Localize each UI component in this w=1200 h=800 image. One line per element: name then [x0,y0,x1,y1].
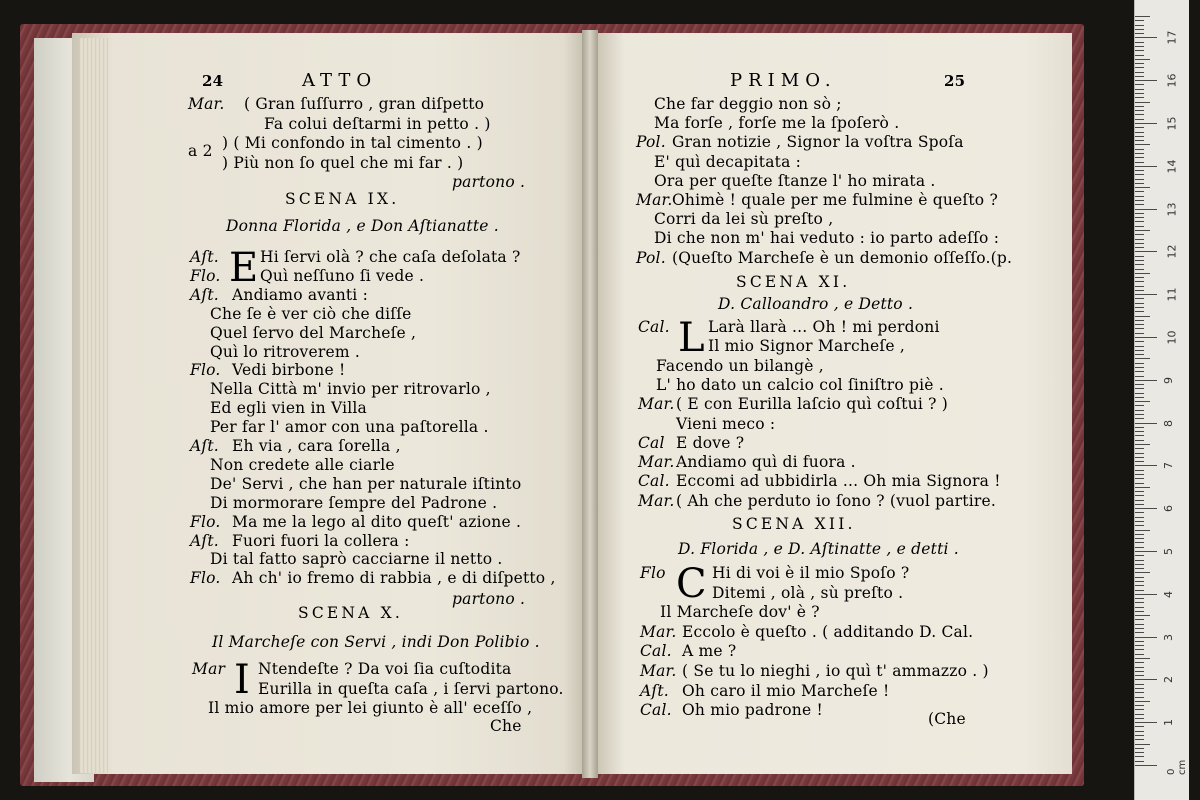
line-text: (Queſto Marcheſe è un demonio oſſeſſo.(p. [672,248,1013,267]
drop-cap: I [234,657,251,703]
line-text: Il mio Signor Marcheſe , [708,337,905,356]
ruler-tick [1135,243,1144,244]
ruler-tick [1135,132,1144,133]
ruler-tick [1135,530,1150,531]
ruler-tick [1135,568,1144,569]
ruler-label: 14 [1165,159,1179,174]
ruler-label: 17 [1165,30,1179,45]
ruler-tick [1135,551,1157,552]
ruler-tick [1135,380,1157,381]
line-speaker: Aſt. [190,248,219,266]
ruler-label: 7 [1162,462,1175,470]
ruler-tick [1135,170,1144,171]
ruler-tick [1135,114,1144,115]
line-text: Andiamo avanti : [232,285,369,304]
ruler-tick [1135,187,1150,188]
line-speaker: Mar. [638,453,675,472]
ruler-tick [1135,346,1144,347]
ruler-tick [1135,140,1144,141]
ruler-tick [1135,662,1144,663]
line-text: Gran notizie , Signor la voſtra Spoſa [672,133,964,152]
ruler-tick [1135,461,1144,462]
ruler-tick [1135,611,1144,612]
catchword: (Che [928,710,966,728]
ruler-tick [1135,59,1150,60]
ruler-tick [1135,671,1144,672]
line-speaker: Pol. [636,133,666,152]
line-text: Di mormorare ſempre del Padrone . [210,493,498,512]
ruler-tick [1135,423,1157,424]
catchword: Che [490,716,522,735]
ruler-tick [1135,247,1144,248]
line-text: Larà llarà ... Oh ! mi perdoni [708,318,940,336]
ruler-tick [1135,405,1144,406]
ruler-tick [1135,547,1144,548]
ruler-tick [1135,512,1144,513]
ruler-tick [1135,744,1150,745]
ruler-tick [1135,333,1144,334]
ruler-tick [1135,106,1144,107]
ruler-tick [1135,264,1144,265]
line-text: Eh via , cara ſorella , [232,437,401,455]
line-speaker: Cal. [638,318,670,336]
ruler-tick [1135,46,1144,47]
ruler-tick [1135,654,1144,655]
ruler-tick [1135,538,1144,539]
ruler-tick [1135,162,1144,163]
line-text: Ditemi , olà , sù preſto . [712,583,904,602]
ruler-tick [1135,123,1157,124]
ruler-tick [1135,174,1144,175]
line-text: Fa colui deſtarmi in petto . ) [264,114,491,133]
line-text: Eurilla in queſta caſa , i ſervi partono. [258,679,564,698]
ruler-tick [1135,97,1144,98]
line-speaker: Mar [192,660,226,678]
line-speaker: Flo. [190,361,221,380]
ruler-tick [1135,602,1144,603]
ruler-tick [1135,221,1144,222]
stage-direction: partono . [452,173,526,191]
ruler-tick [1135,328,1144,329]
line-text: ( Ah che perduto io ſono ? (vuol partire. [676,491,996,510]
line-speaker: Mar. [640,662,677,680]
line-speaker: Cal [638,433,665,452]
ruler-tick [1135,641,1144,642]
ruler-label: 6 [1162,505,1175,513]
line-text: Facendo un bilangè , [656,356,824,375]
ruler-tick [1135,491,1144,492]
ruler-tick [1135,500,1144,501]
ruler-label: 12 [1165,244,1179,259]
line-text: Quel ſervo del Marcheſe , [210,323,417,342]
ruler-tick [1135,564,1144,565]
line-text: E' quì decapitata : [654,152,802,171]
ruler-tick [1135,363,1144,364]
ruler-tick [1135,739,1144,740]
line-speaker: Cal. [640,642,672,661]
ruler-tick [1135,692,1144,693]
ruler-tick [1135,448,1144,449]
ruler-label: 11 [1165,287,1179,302]
line-text: Il Marcheſe dov' è ? [660,603,820,622]
line-speaker: Flo. [190,266,221,285]
ruler-tick [1135,765,1157,766]
ruler-tick [1135,645,1144,646]
ruler-tick [1135,166,1157,167]
ruler-tick [1135,102,1150,103]
line-text: Ora per queſte ſtanze l' ho mirata . [654,171,936,190]
ruler-tick [1135,209,1157,210]
line-text: Il mio amore per lei giunto è all' eceſſo , [208,699,533,717]
line-speaker: Mar. [640,622,677,641]
ruler-tick [1135,453,1144,454]
scene-characters: Donna Florida , e Don Aſtianatte . [226,217,499,235]
ruler-tick [1135,427,1144,428]
scene-heading: SCENA XI. [736,273,851,291]
line-text: De' Servi , che han per naturale iſtinto [210,474,522,493]
ruler-tick [1135,127,1144,128]
ruler-tick [1135,701,1150,702]
line-speaker: a 2 [188,142,213,160]
line-text: Eccomi ad ubbidirla ... Oh mia Signora ! [676,472,1001,491]
ruler-tick [1135,298,1144,299]
ruler-tick [1135,748,1144,749]
line-text: Per far l' amor con una paſtorella . [210,418,489,437]
line-text: Oh mio padrone ! [682,701,823,720]
running-head: ATTO [302,70,378,91]
line-speaker: Aſt. [190,437,219,455]
line-text: Ma forſe , forſe me la ſpoſerò . [654,114,900,133]
ruler-tick [1135,418,1144,419]
ruler-tick [1135,303,1144,304]
ruler-tick [1135,371,1144,372]
line-text: Che far deggio non sò ; [654,95,842,113]
ruler-tick [1135,204,1144,205]
line-text: Ohimè ! quale per me fulmine è queſto ? [672,191,998,209]
line-text: Oh caro il mio Marcheſe ! [682,681,890,700]
ruler-tick [1135,560,1144,561]
ruler-label: 5 [1162,548,1175,555]
ruler-tick [1135,714,1144,715]
ruler-tick [1135,581,1144,582]
ruler-tick [1135,80,1157,81]
ruler-tick [1135,615,1150,616]
ruler-tick [1135,281,1144,282]
ruler-tick [1135,410,1144,411]
ruler-tick [1135,388,1144,389]
ruler-tick [1135,478,1144,479]
line-text: Vieni meco : [676,414,776,433]
ruler-tick [1135,341,1144,342]
ruler-tick [1135,508,1157,509]
line-text: ( Se tu lo nieghi , io quì t' ammazzo . ) [682,662,989,680]
ruler-tick [1135,55,1144,56]
ruler-tick [1135,495,1144,496]
line-speaker: Flo [640,564,666,582]
ruler-tick [1135,637,1157,638]
ruler-tick [1135,684,1144,685]
ruler-tick [1135,718,1144,719]
ruler-label: 13 [1165,202,1179,217]
ruler-tick [1135,697,1144,698]
ruler-tick [1135,67,1144,68]
drop-cap: C [676,561,707,607]
ruler-tick [1135,594,1157,595]
ruler-tick [1135,144,1150,145]
page-number: 25 [944,72,966,90]
ruler-tick [1135,470,1144,471]
ruler-tick [1135,444,1150,445]
ruler-tick [1135,393,1144,394]
ruler-tick [1135,735,1144,736]
ruler-tick [1135,50,1144,51]
ruler-tick [1135,153,1144,154]
line-speaker: Aſt. [640,681,669,700]
ruler-tick [1135,705,1144,706]
ruler-tick [1135,358,1150,359]
ruler-tick [1135,251,1157,252]
ruler-tick [1135,722,1157,723]
ruler-tick [1135,260,1144,261]
ruler-tick [1135,607,1144,608]
scene-characters: D. Calloandro , e Detto . [718,295,914,313]
ruler-tick [1135,191,1144,192]
ruler-tick [1135,577,1144,578]
ruler-tick [1135,504,1144,505]
ruler-tick [1135,688,1144,689]
ruler-tick [1135,196,1144,197]
drop-cap: E [229,245,259,291]
ruler-tick [1135,431,1144,432]
line-text: ) ( Mi confondo in tal cimento . ) [222,134,483,152]
ruler-tick [1135,72,1144,73]
ruler-tick [1135,183,1144,184]
ruler-tick [1135,286,1144,287]
ruler-label: 4 [1162,590,1175,598]
ruler-tick [1135,542,1144,543]
ruler-label: 3 [1162,633,1175,641]
ruler-tick [1135,521,1144,522]
ruler-tick [1135,93,1144,94]
ruler-tick [1135,624,1144,625]
ruler-tick [1135,179,1144,180]
ruler-tick [1135,269,1144,270]
ruler-tick [1135,731,1144,732]
ruler-tick [1135,230,1150,231]
ruler-tick [1135,752,1144,753]
ruler-tick [1135,324,1144,325]
ruler-tick [1135,628,1144,629]
line-text: ( E con Eurilla laſcio quì coſtui ? ) [676,395,949,414]
ruler-tick [1135,273,1150,274]
line-text: Ntendeſte ? Da voi ſia cuſtodita [258,660,512,678]
ruler-tick [1135,619,1144,620]
line-text: Ma me la lego al dito queſt' azione . [232,512,522,531]
ruler-tick [1135,397,1144,398]
line-text: Ah ch' io fremo di rabbia , e di diſpetto , [232,569,556,588]
line-text: Quì lo ritroverem . [210,342,360,361]
line-text: Che ſe è ver ciò che diſſe [210,304,412,323]
ruler-label: 1 [1162,719,1175,727]
ruler-tick [1135,483,1144,484]
line-text: Corri da lei sù preſto , [654,210,834,229]
line-text: Vedi birbone ! [232,361,346,380]
drop-cap: L [678,315,705,361]
line-text: ) Più non ſo quel che mi far . ) [222,153,464,172]
ruler-tick [1135,294,1157,295]
line-text: Ed egli vien in Villa [210,399,367,418]
ruler-tick [1135,756,1144,757]
ruler-tick [1135,337,1157,338]
line-speaker: Cal. [638,472,670,491]
ruler-tick [1135,316,1150,317]
ruler-tick [1135,726,1144,727]
ruler-tick [1135,367,1144,368]
page-number: 24 [202,72,224,90]
page-edges [80,38,108,773]
scene-heading: SCENA X. [298,604,404,622]
ruler-tick [1135,658,1150,659]
line-text: Di tal fatto saprò cacciarne il netto . [210,550,503,569]
ruler-tick [1135,675,1144,676]
ruler-tick [1135,517,1144,518]
line-text: Hi di voi è il mio Spoſo ? [712,564,910,582]
ruler-tick [1135,555,1144,556]
line-speaker: Cal. [640,701,672,720]
line-speaker: Pol. [636,248,666,267]
line-text: Quì neſſuno ſi vede . [260,266,425,285]
ruler-tick [1135,572,1150,573]
ruler-tick [1135,709,1144,710]
line-text: Di che non m' hai veduto : io parto adeſſo : [654,229,1000,248]
line-text: L' ho dato un calcio col ſiniſtro piè . [656,375,944,394]
ruler-tick [1135,149,1144,150]
ruler-tick [1135,200,1144,201]
line-text: Andiamo quì di fuora . [676,453,856,472]
ruler-tick [1135,585,1144,586]
ruler-tick [1135,320,1144,321]
line-text: Nella Città m' invio per ritrovarlo , [210,380,491,399]
ruler-tick [1135,761,1144,762]
line-speaker: Aſt. [190,285,219,304]
ruler-tick [1135,256,1144,257]
ruler-tick [1135,37,1157,38]
ruler-tick [1135,226,1144,227]
ruler-tick [1135,119,1144,120]
line-speaker: Aſt. [190,531,219,550]
ruler-tick [1135,465,1157,466]
ruler-label: 9 [1162,376,1175,384]
scene-characters: Il Marcheſe con Servi , indi Don Polibio . [212,633,540,651]
line-text: Eccolo è queſto . ( additando D. Cal. [682,622,974,641]
ruler-tick [1135,290,1144,291]
ruler-tick [1135,414,1144,415]
scene-heading: SCENA IX. [285,190,400,208]
line-speaker: Mar. [638,491,675,510]
ruler-tick [1135,354,1144,355]
running-head: PRIMO. [730,70,837,91]
line-text: ( Gran ſuſſurro , gran diſpetto [244,95,485,113]
ruler-tick [1135,42,1144,43]
ruler-label: 15 [1165,116,1179,131]
line-text: Fuori fuori la collera : [232,531,410,550]
ruler-tick [1135,487,1150,488]
ruler-tick [1135,474,1144,475]
ruler-tick [1135,29,1144,30]
stage-direction: partono . [452,590,526,609]
line-speaker: Mar. [636,191,673,209]
ruler-tick [1135,311,1144,312]
ruler-tick [1135,307,1144,308]
ruler-tick [1135,384,1144,385]
ruler-tick [1135,649,1144,650]
ruler-tick [1135,679,1157,680]
line-speaker: Mar. [188,95,225,113]
scene-characters: D. Florida , e D. Aſtinatte , e detti . [678,540,959,558]
line-text: E dove ? [676,433,745,452]
line-speaker: Mar. [638,395,675,414]
ruler-tick [1135,598,1144,599]
ruler-tick [1135,89,1144,90]
ruler-tick [1135,217,1144,218]
measuring-ruler [1134,0,1189,800]
ruler-label: 2 [1162,676,1175,684]
ruler-label: 8 [1162,419,1175,427]
ruler-tick [1135,534,1144,535]
ruler-unit: 0 cm [1166,759,1188,775]
ruler-tick [1135,20,1144,21]
ruler-label: 10 [1165,330,1179,345]
ruler-tick [1135,457,1144,458]
ruler-tick [1135,136,1144,137]
ruler-tick [1135,25,1144,26]
ruler-tick [1135,525,1144,526]
line-text: A me ? [682,642,737,661]
line-text: Non credete alle ciarle [210,455,395,474]
ruler-tick [1135,239,1144,240]
ruler-tick [1135,632,1144,633]
line-speaker: Flo. [190,569,221,588]
ruler-tick [1135,76,1144,77]
ruler-tick [1135,84,1144,85]
ruler-tick [1135,16,1150,17]
ruler-tick [1135,435,1144,436]
ruler-label: 16 [1165,73,1179,88]
ruler-tick [1135,63,1144,64]
ruler-tick [1135,110,1144,111]
ruler-tick [1135,590,1144,591]
ruler-tick [1135,157,1144,158]
line-text: Hi ſervi olà ? che caſa deſolata ? [260,248,521,266]
book-gutter [582,30,598,778]
ruler-tick [1135,350,1144,351]
ruler-tick [1135,277,1144,278]
ruler-tick [1135,667,1144,668]
ruler-tick [1135,33,1144,34]
ruler-tick [1135,234,1144,235]
line-speaker: Flo. [190,512,221,531]
ruler-tick [1135,376,1144,377]
ruler-tick [1135,401,1150,402]
ruler-tick [1135,440,1144,441]
ruler-tick [1135,213,1144,214]
scene-heading: SCENA XII. [732,515,856,533]
